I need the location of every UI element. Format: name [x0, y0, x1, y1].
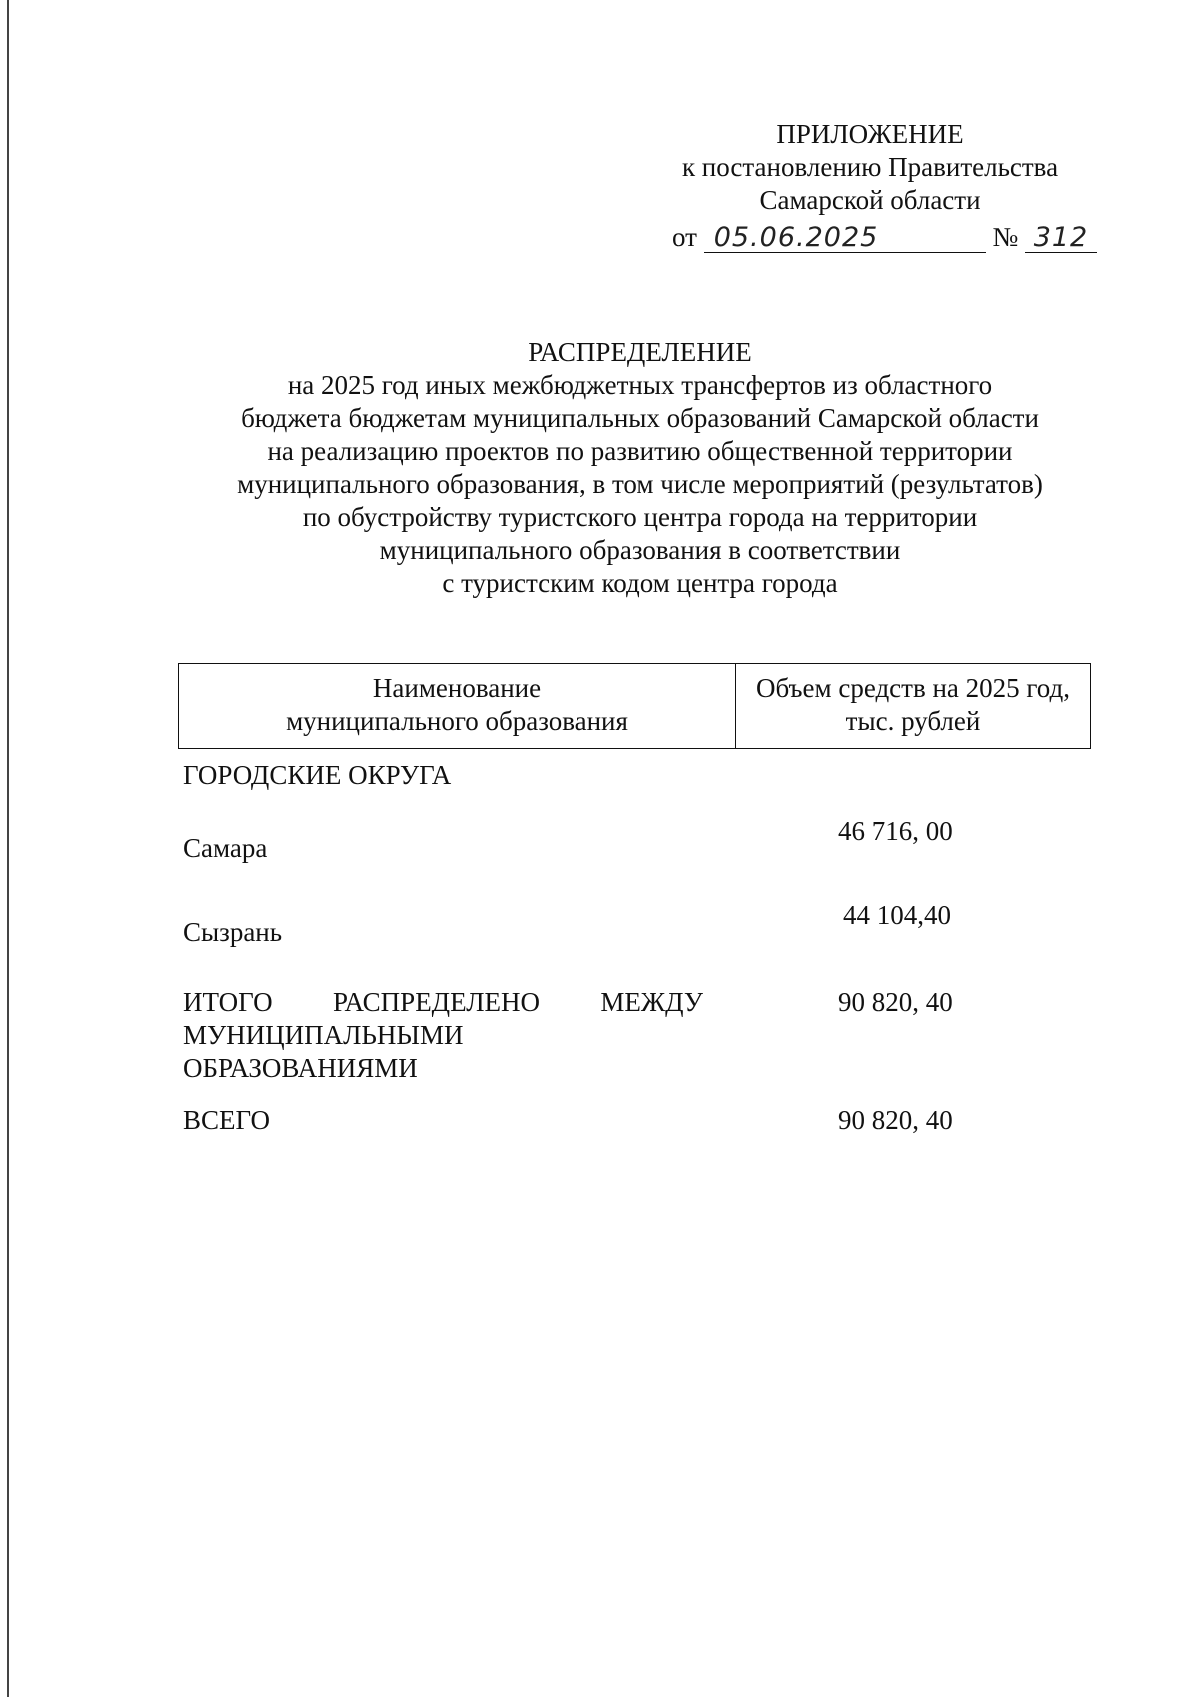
section-title: ГОРОДСКИЕ ОКРУГА — [183, 760, 452, 790]
document-subline-5: по обустройству туристского центра города на территории — [302, 502, 978, 532]
document-subline-4: муниципального образования, в том числе мероприятий (результатов) — [237, 469, 1043, 499]
column-header-amount-line-2: тыс. рублей — [845, 706, 981, 736]
handwritten-date: 05.06.2025 — [704, 224, 986, 253]
column-header-municipality-line-2: муниципального образования — [286, 706, 628, 736]
document-subline-7: с туристским кодом центра города — [442, 568, 838, 598]
page-edge-line — [7, 0, 9, 1697]
column-header-municipality — [179, 664, 736, 749]
total-word-2: РАСПРЕДЕЛЕНО — [332, 987, 541, 1017]
grand-total-value: 90 820, 40 — [838, 1105, 953, 1135]
grand-total-label: ВСЕГО — [183, 1105, 270, 1135]
total-distributed-value: 90 820, 40 — [838, 987, 953, 1017]
column-header-amount — [736, 664, 1091, 749]
appendix-line-2: Самарской области — [759, 185, 981, 215]
date-prefix: от — [672, 222, 697, 252]
total-distributed-line-3: ОБРАЗОВАНИЯМИ — [183, 1053, 418, 1083]
row-value-samara: 46 716, 00 — [838, 816, 953, 846]
total-distributed-line-1 — [183, 986, 703, 1019]
total-word-1: ИТОГО — [183, 987, 273, 1017]
document-subline-2: бюджета бюджетам муниципальных образований Самарской области — [241, 403, 1039, 433]
distribution-table-header — [178, 663, 1091, 749]
appendix-title: ПРИЛОЖЕНИЕ — [776, 119, 964, 149]
handwritten-number: 312 — [1025, 224, 1097, 253]
document-heading: РАСПРЕДЕЛЕНИЕ — [528, 337, 752, 367]
number-prefix: № — [992, 222, 1019, 252]
column-header-municipality-line-1: Наименование — [372, 673, 542, 703]
document-subline-1: на 2025 год иных межбюджетных трансфертов из областного — [287, 370, 993, 400]
appendix-header — [640, 118, 1100, 217]
column-header-amount-line-1: Объем средств на 2025 год, — [755, 673, 1071, 703]
document-title-block — [160, 336, 1120, 600]
total-distributed-line-2: МУНИЦИПАЛЬНЫМИ — [183, 1020, 464, 1050]
appendix-line-1: к постановлению Правительства — [681, 152, 1059, 182]
row-name-syzran: Сызрань — [183, 917, 283, 947]
table-header-row — [179, 664, 1091, 749]
row-value-syzran: 44 104,40 — [843, 900, 951, 930]
row-name-samara: Самара — [183, 833, 268, 863]
total-word-3: МЕЖДУ — [600, 987, 703, 1017]
document-subline-6: муниципального образования в соответствии — [379, 535, 901, 565]
document-subline-3: на реализацию проектов по развитию общественной территории — [267, 436, 1013, 466]
total-distributed-label — [183, 986, 703, 1085]
date-number-row — [672, 222, 1097, 253]
